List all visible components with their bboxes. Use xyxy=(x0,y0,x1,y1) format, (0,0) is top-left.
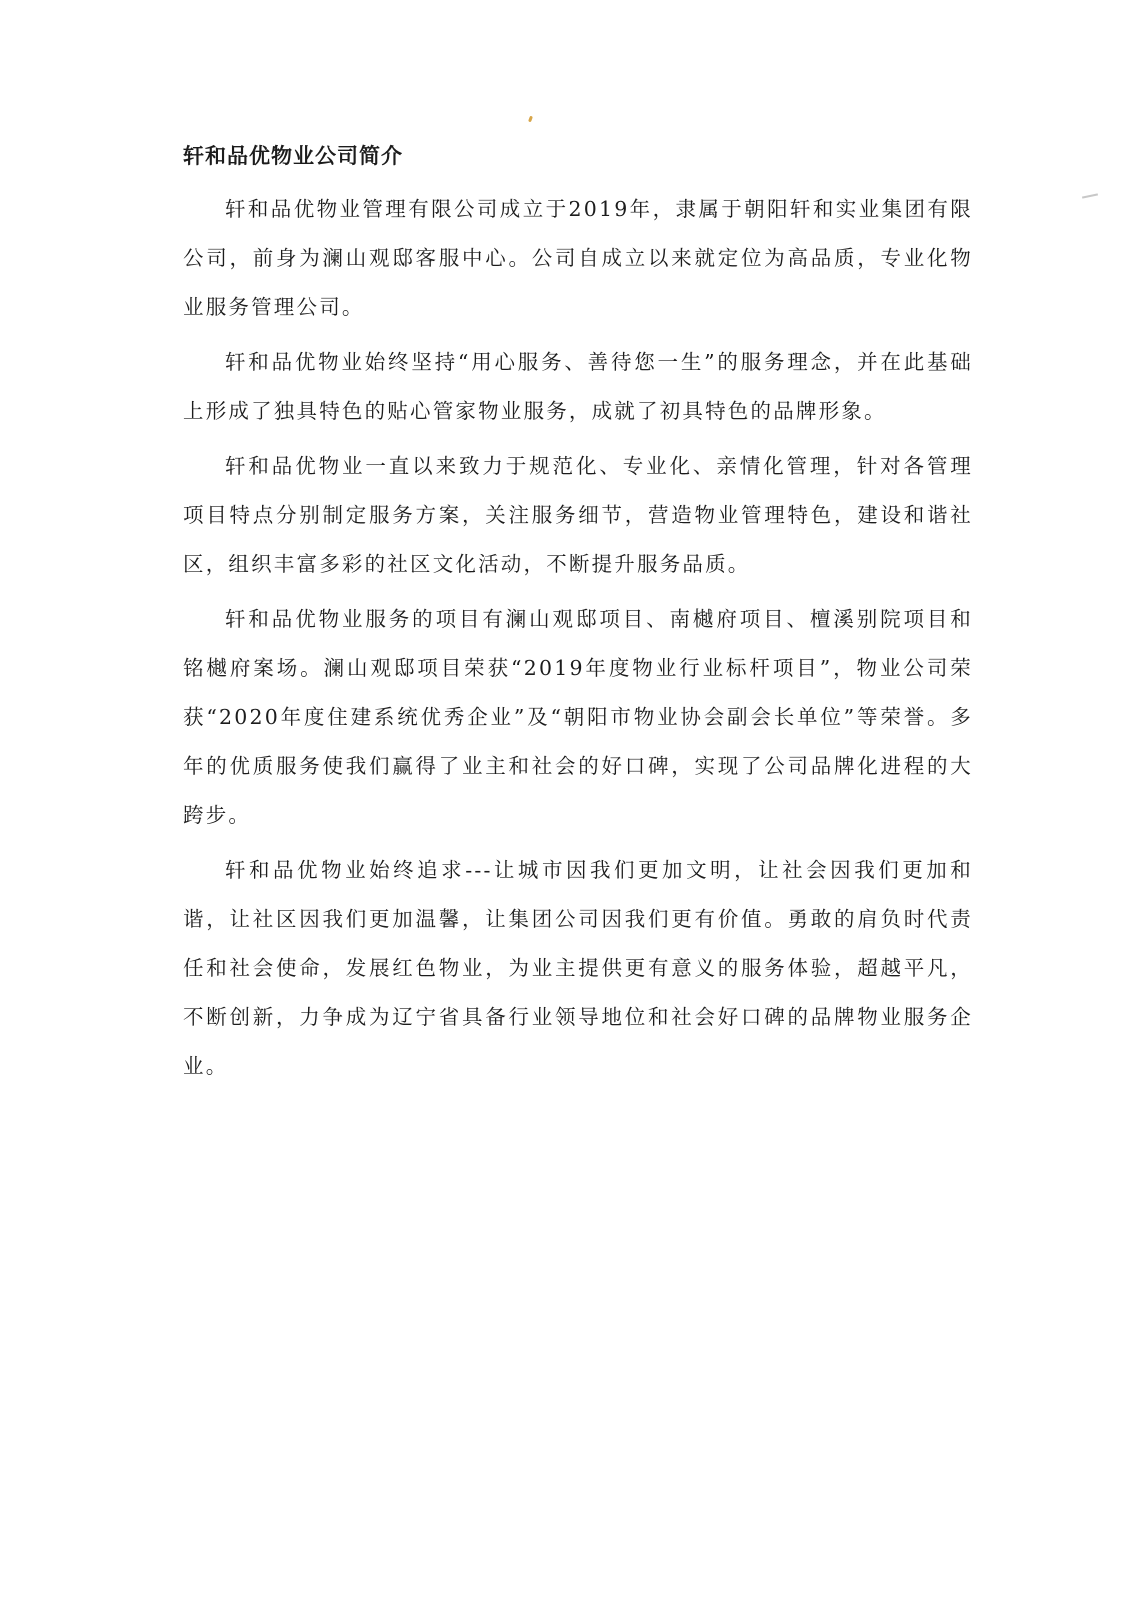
paragraph-projects: 轩和品优物业服务的项目有澜山观邸项目、南樾府项目、檀溪别院项目和铭樾府案场。澜山观邸项目荣获“2019年度物业行业标杆项目”，物业公司荣获“2020年度住建系统优秀企业”及“朝阳市物业协会副会长单位”等荣誉。多年的优质服务使我们赢得了业主和社会的好口碑，实现了公司品牌化进程的大跨步。 xyxy=(183,607,973,827)
paragraph-management: 轩和品优物业一直以来致力于规范化、专业化、亲情化管理，针对各管理项目特点分别制定服务方案，关注服务细节，营造物业管理特色，建设和谐社区，组织丰富多彩的社区文化活动，不断提升服务品质。 xyxy=(183,454,973,576)
paragraph-vision: 轩和品优物业始终追求---让城市因我们更加文明，让社会因我们更加和谐，让社区因我们更加温馨，让集团公司因我们更有价值。勇敢的肩负时代责任和社会使命，发展红色物业，为业主提供更有意义的服务体验，超越平凡，不断创新，力争成为辽宁省具备行业领导地位和社会好口碑的品牌物业服务企业。 xyxy=(183,858,973,1078)
document-title: 轩和品优物业公司简介 xyxy=(183,144,403,168)
paragraph-intro: 轩和品优物业管理有限公司成立于2019年，隶属于朝阳轩和实业集团有限公司，前身为澜山观邸客服中心。公司自成立以来就定位为高品质，专业化物业服务管理公司。 xyxy=(183,197,973,319)
scan-edge-mark xyxy=(1082,193,1098,198)
paragraph-philosophy: 轩和品优物业始终坚持“用心服务、善待您一生”的服务理念，并在此基础上形成了独具特色的贴心管家物业服务，成就了初具特色的品牌形象。 xyxy=(183,350,973,423)
scan-speck xyxy=(528,116,533,123)
document-body xyxy=(183,137,973,1097)
